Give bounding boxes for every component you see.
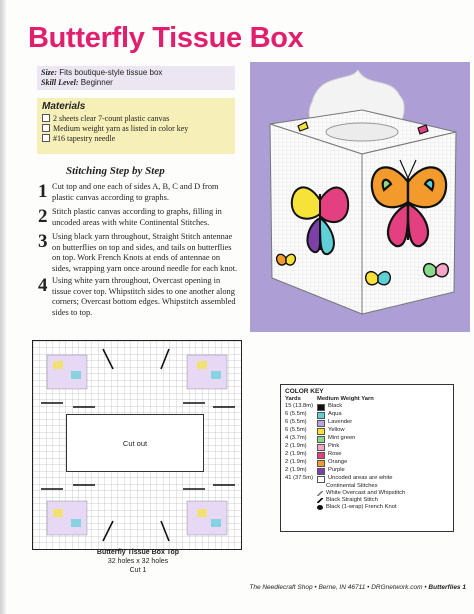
key-yarn-name: White Overcast and Whipstitch bbox=[326, 490, 406, 497]
page-number: 1 bbox=[462, 584, 466, 591]
material-item: 2 sheets clear 7-count plastic canvas bbox=[42, 114, 230, 124]
cut-out-label: Cut out bbox=[122, 438, 148, 448]
key-yards-value: 6 (5.5m) bbox=[285, 419, 307, 425]
step-text: Stitch plastic canvas according to graphs, filling in uncoded areas with white Continental Stitches. bbox=[52, 207, 222, 227]
key-yards-value bbox=[285, 483, 317, 490]
key-yarn-name: Yellow bbox=[328, 427, 345, 433]
key-yarn-name: Pink bbox=[328, 443, 340, 449]
color-key-header bbox=[285, 396, 449, 403]
key-yards-value: 6 (5.5m) bbox=[285, 411, 307, 417]
key-yarn-name: Black Straight Stitch bbox=[326, 497, 378, 504]
step-number: 3 bbox=[38, 231, 48, 252]
key-yarn-name: Orange bbox=[328, 459, 348, 465]
cut-out-area bbox=[66, 414, 204, 472]
page-title: Butterfly Tissue Box bbox=[28, 22, 304, 54]
color-swatch-icon bbox=[317, 468, 325, 475]
size-row bbox=[41, 68, 231, 78]
color-swatch-icon bbox=[317, 452, 325, 459]
key-yards-value: 15 (13.8m) bbox=[285, 403, 314, 409]
spacer bbox=[317, 484, 323, 489]
key-yarn-name: Purple bbox=[328, 467, 345, 473]
key-yards-value bbox=[285, 490, 317, 497]
color-swatch-icon bbox=[317, 460, 325, 467]
key-yarn-name: Uncoded areas are white bbox=[328, 475, 393, 481]
key-yards-value: 41 (37.5m) bbox=[285, 475, 314, 481]
key-yarn-name: Black (1-wrap) French Knot bbox=[326, 504, 397, 511]
key-yards-value bbox=[285, 497, 317, 504]
color-key-title: COLOR KEY bbox=[285, 388, 324, 395]
color-key-row bbox=[285, 490, 449, 497]
key-yards-value: 2 (1.9m) bbox=[285, 451, 307, 457]
step-text: Using white yarn throughout, Overcast opening in tissue cover top. Whipstitch sides to one another along corners; Overcast bottom edges. Whipstitch assembled sides to top. bbox=[52, 276, 236, 317]
color-key-rows bbox=[285, 403, 449, 511]
color-key-row bbox=[285, 419, 449, 427]
color-swatch-icon bbox=[317, 428, 325, 435]
graph-caption bbox=[38, 548, 238, 575]
key-yards-value: 2 (1.9m) bbox=[285, 467, 307, 473]
finished-project-photo bbox=[250, 62, 470, 332]
color-key-row bbox=[285, 403, 449, 411]
footer-text: The Needlecraft Shop • Berne, IN 46711 • DRGnetwork.com • bbox=[249, 584, 429, 591]
color-swatch-icon bbox=[317, 420, 325, 427]
col-yarn: Medium Weight Yarn bbox=[317, 396, 374, 402]
size-label: Size: bbox=[41, 68, 57, 77]
step-number: 4 bbox=[38, 275, 48, 296]
step-2 bbox=[38, 207, 238, 228]
color-key-row bbox=[285, 504, 449, 511]
color-swatch-icon bbox=[317, 404, 325, 411]
graph-caption-cut: Cut 1 bbox=[129, 567, 147, 574]
graph-caption-size: 32 holes x 32 holes bbox=[107, 558, 169, 565]
key-yarn-name: Black bbox=[328, 403, 343, 409]
col-yards: Yards bbox=[285, 396, 301, 402]
key-yarn-name: Lavender bbox=[328, 419, 353, 425]
color-swatch-icon bbox=[317, 444, 325, 451]
stitch-line-icon bbox=[317, 491, 323, 496]
key-yards-value: 2 (1.9m) bbox=[285, 443, 307, 449]
checkbox-icon bbox=[42, 134, 50, 142]
footer-section: Butterflies bbox=[428, 584, 461, 591]
skill-row bbox=[41, 78, 231, 88]
step-1 bbox=[38, 182, 238, 203]
size-value: Fits boutique-style tissue box bbox=[59, 68, 163, 77]
key-yarn-name: Mint green bbox=[328, 435, 356, 441]
color-key-row bbox=[285, 467, 449, 475]
color-swatch-icon bbox=[317, 412, 325, 419]
key-yarn-name: Aqua bbox=[328, 411, 342, 417]
color-key-row bbox=[285, 483, 449, 490]
key-yarn-name: Rose bbox=[328, 451, 342, 457]
pattern-meta-box bbox=[37, 66, 235, 90]
key-yards-value: 2 (1.9m) bbox=[285, 459, 307, 465]
step-number: 2 bbox=[38, 206, 48, 227]
color-key-row bbox=[285, 411, 449, 419]
steps-heading: Stitching Step by Step bbox=[66, 165, 165, 177]
materials-heading: Materials bbox=[42, 101, 86, 112]
color-key-row bbox=[285, 459, 449, 467]
step-text: Using black yarn throughout, Straight Stitch antennae on butterflies on top and sides, and tails on butterflies on top. Work French Knots at ends of antennae on sides, wrapping yarn once around needle for each knot. bbox=[52, 232, 238, 273]
color-key-row bbox=[285, 435, 449, 443]
color-key-row bbox=[285, 475, 449, 483]
material-item: Medium weight yarn as listed in color key bbox=[42, 124, 230, 134]
skill-label: Skill Level: bbox=[41, 78, 79, 87]
key-yarn-name: Continental Stitches bbox=[326, 483, 378, 489]
key-yards-value bbox=[285, 504, 317, 511]
stitch-line-icon bbox=[317, 498, 323, 503]
color-swatch-icon bbox=[317, 436, 325, 443]
step-4 bbox=[38, 276, 238, 318]
key-yards-value: 4 (3.7m) bbox=[285, 435, 307, 441]
key-yards-value: 6 (5.5m) bbox=[285, 427, 307, 433]
color-key-row bbox=[285, 497, 449, 504]
page-footer bbox=[210, 584, 466, 591]
color-key-row bbox=[285, 451, 449, 459]
color-key bbox=[280, 384, 454, 532]
color-swatch-icon bbox=[317, 476, 325, 483]
graph-caption-title: Butterfly Tissue Box Top bbox=[96, 549, 180, 556]
skill-value: Beginner bbox=[80, 78, 113, 87]
step-text: Cut top and one each of sides A, B, C and D from plastic canvas according to graphs. bbox=[52, 182, 219, 202]
tissue-box-illustration bbox=[250, 62, 470, 332]
french-knot-icon bbox=[317, 505, 323, 510]
color-key-row bbox=[285, 443, 449, 451]
materials-box bbox=[37, 98, 235, 154]
material-item: #16 tapestry needle bbox=[42, 134, 230, 144]
step-3 bbox=[38, 232, 238, 274]
color-key-row bbox=[285, 427, 449, 435]
page-spine-shadow bbox=[0, 0, 6, 614]
step-number: 1 bbox=[38, 181, 48, 202]
checkbox-icon bbox=[42, 114, 50, 122]
checkbox-icon bbox=[42, 124, 50, 132]
